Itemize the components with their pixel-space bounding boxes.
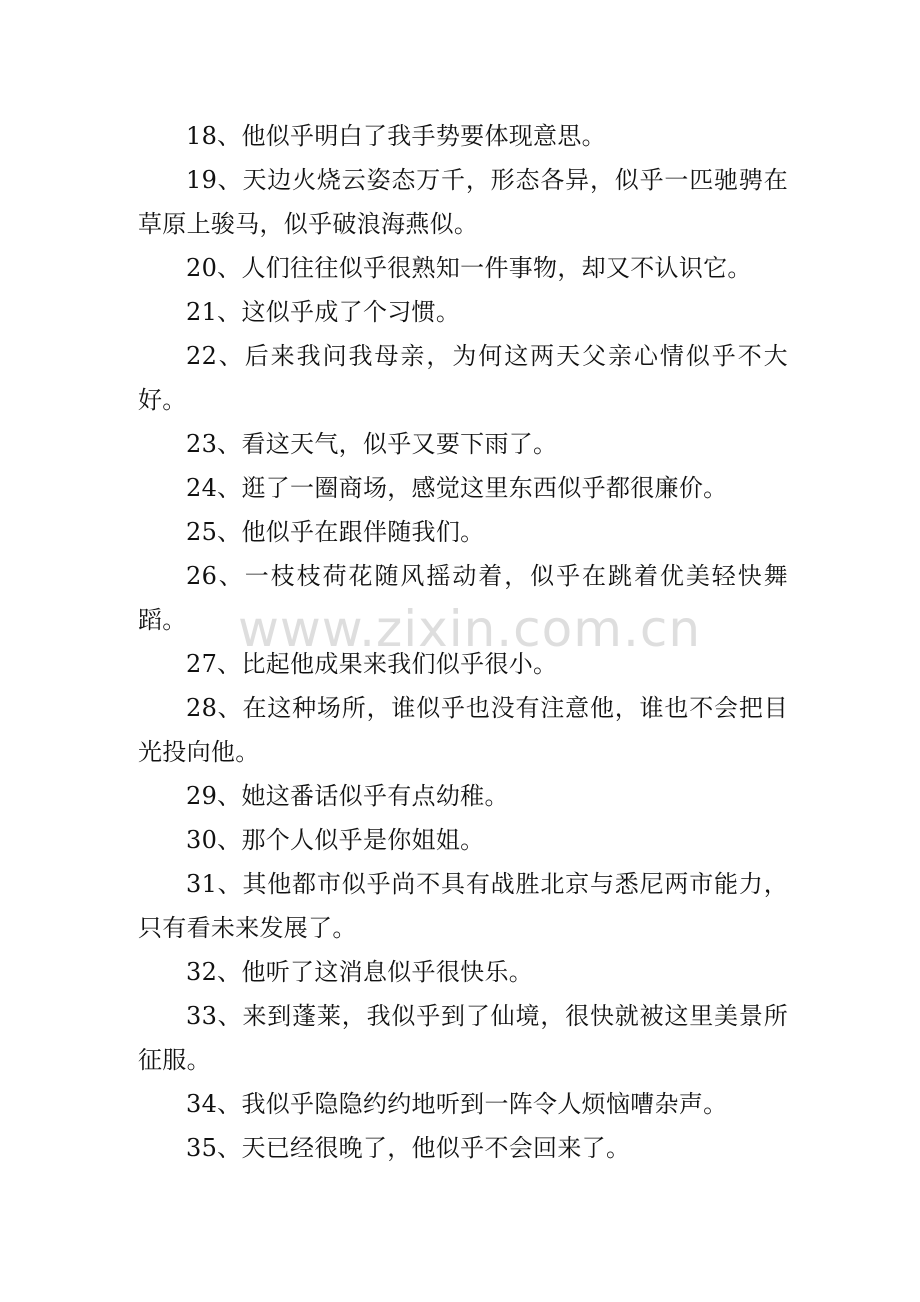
sentence-23: 23、看这天气，似乎又要下雨了。 bbox=[186, 430, 558, 458]
sentence-27: 27、比起他成果来我们似乎很小。 bbox=[186, 650, 558, 678]
sentence-26: 26、一枝枝荷花随风摇动着，似乎在跳着优美轻快舞蹈。 bbox=[138, 562, 788, 634]
sentence-34: 34、我似乎隐隐约约地听到一阵令人烦恼嘈杂声。 bbox=[186, 1090, 728, 1118]
sentence-25: 25、他似乎在跟伴随我们。 bbox=[186, 518, 485, 546]
sentence-31: 31、其他都市似乎尚不具有战胜北京与悉尼两市能力，只有看未来发展了。 bbox=[138, 870, 788, 942]
sentence-35: 35、天已经很晚了，他似乎不会回来了。 bbox=[186, 1134, 631, 1162]
document-body bbox=[138, 114, 788, 1170]
watermark: www.zixin.com.cn bbox=[238, 600, 702, 658]
sentence-28: 28、在这种场所，谁似乎也没有注意他，谁也不会把目光投向他。 bbox=[138, 694, 788, 766]
sentence-32: 32、他听了这消息似乎很快乐。 bbox=[186, 958, 534, 986]
sentence-19: 19、天边火烧云姿态万千，形态各异，似乎一匹驰骋在草原上骏马，似乎破浪海燕似。 bbox=[138, 166, 788, 238]
sentence-30: 30、那个人似乎是你姐姐。 bbox=[186, 826, 485, 854]
sentence-29: 29、她这番话似乎有点幼稚。 bbox=[186, 782, 509, 810]
sentence-20: 20、人们往往似乎很熟知一件事物，却又不认识它。 bbox=[186, 254, 752, 282]
sentence-22: 22、后来我问我母亲，为何这两天父亲心情似乎不大好。 bbox=[138, 342, 788, 414]
sentence-21: 21、这似乎成了个习惯。 bbox=[186, 298, 461, 326]
sentence-18: 18、他似乎明白了我手势要体现意思。 bbox=[186, 122, 606, 150]
sentence-33: 33、来到蓬莱，我似乎到了仙境，很快就被这里美景所征服。 bbox=[138, 1002, 788, 1074]
sentence-24: 24、逛了一圈商场，感觉这里东西似乎都很廉价。 bbox=[186, 474, 728, 502]
